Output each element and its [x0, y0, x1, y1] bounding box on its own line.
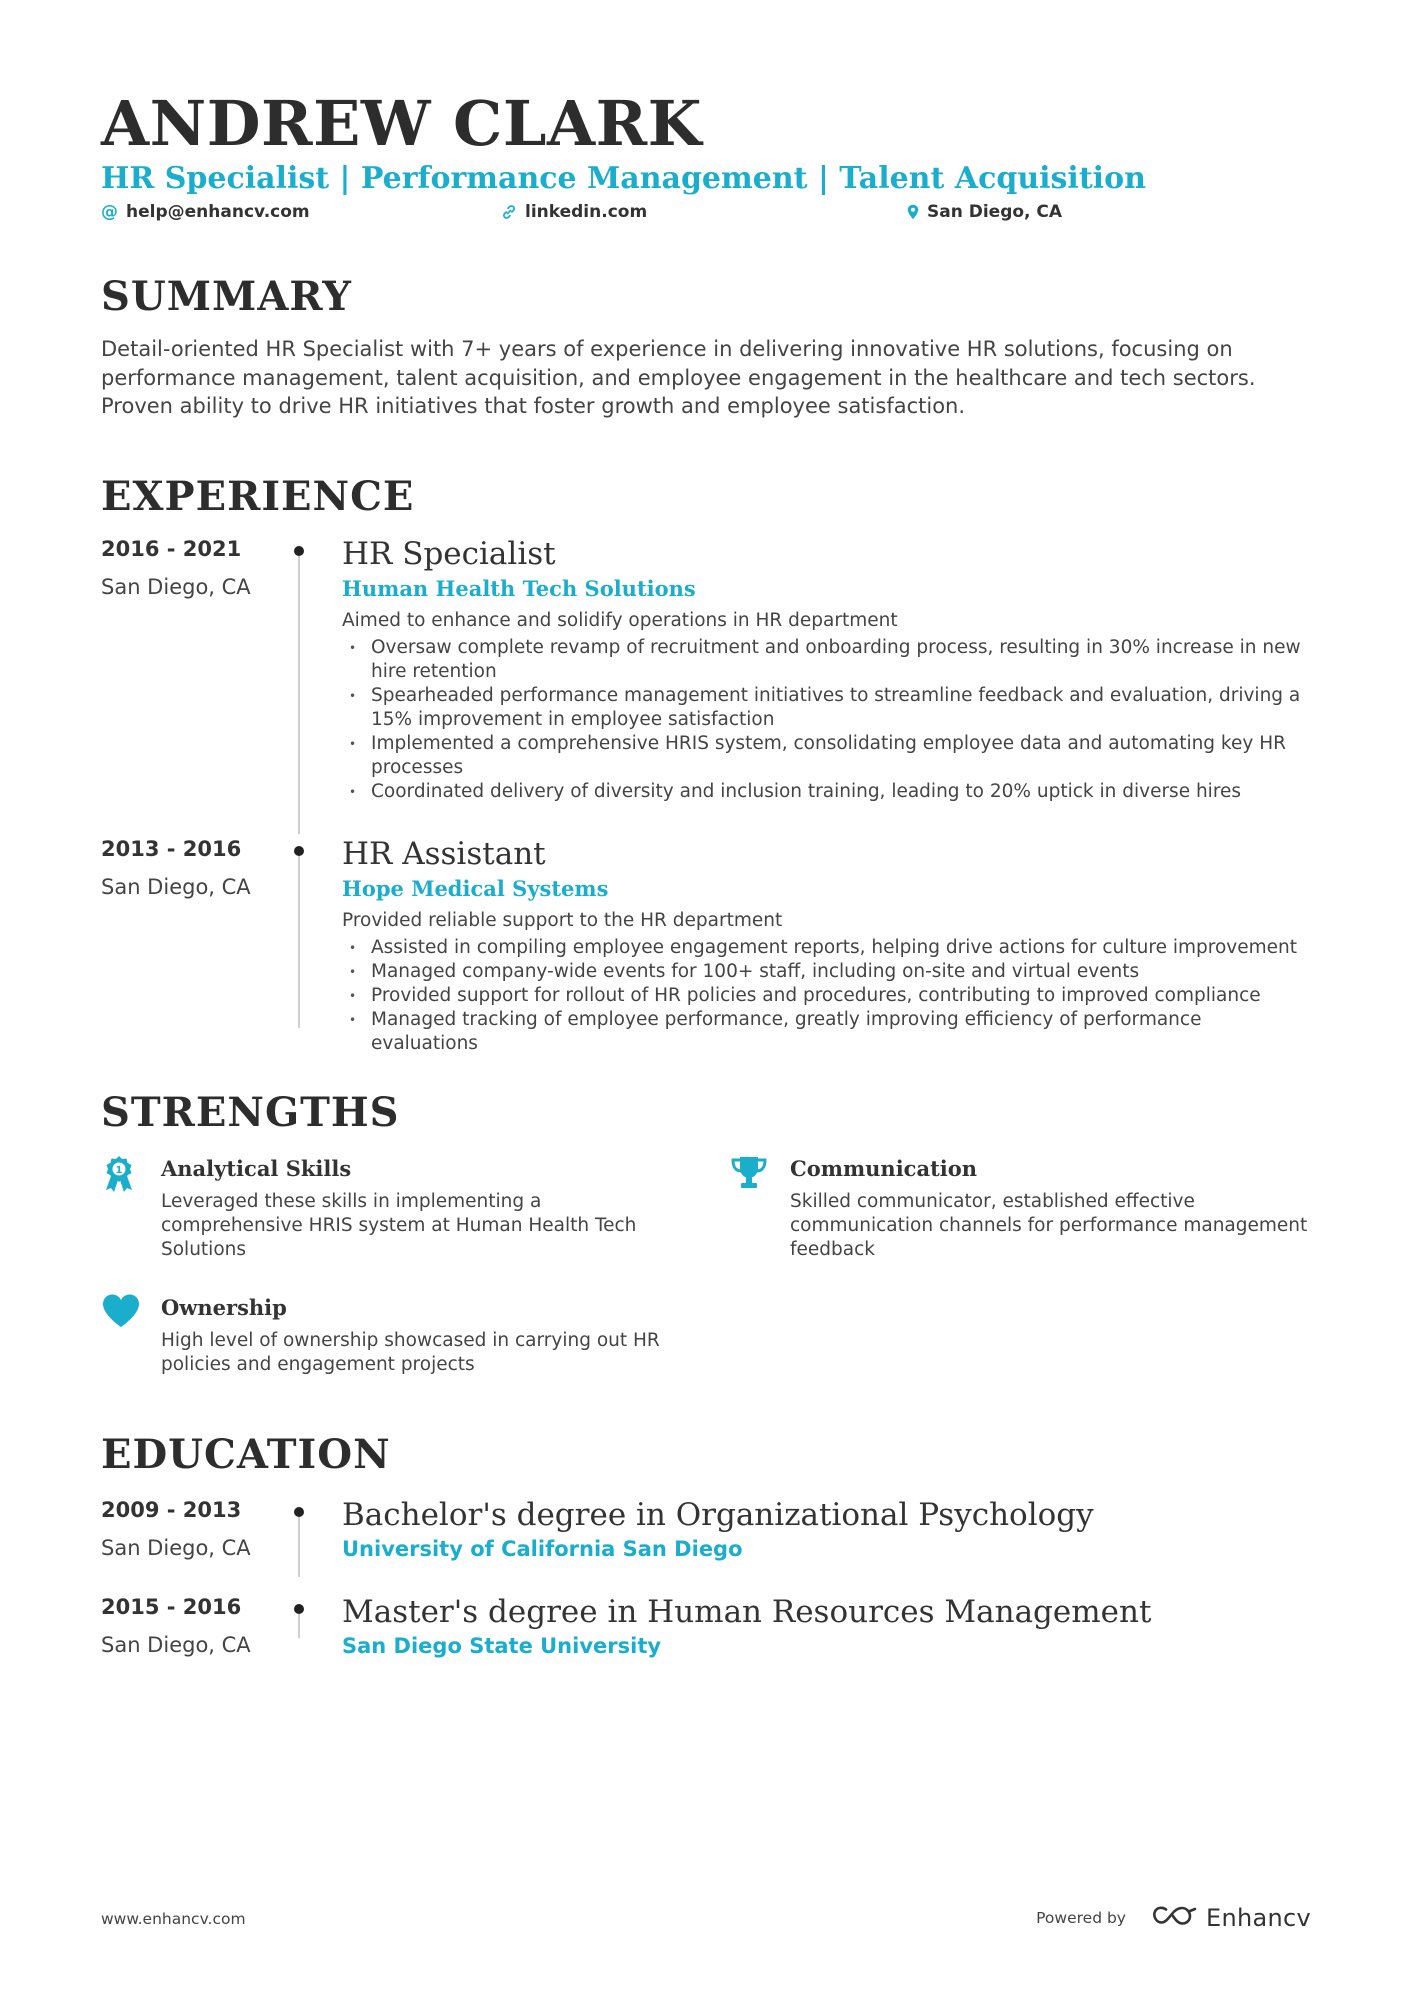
strength-description: High level of ownership showcased in carrying out HR policies and engagement projects: [161, 1330, 660, 1375]
education-heading: EDUCATION: [101, 1431, 391, 1478]
strength-title: Analytical Skills: [161, 1156, 352, 1181]
location-pin-icon: [907, 204, 919, 220]
email-text: help@enhancv.com: [126, 202, 310, 222]
award-ribbon-icon: [101, 1154, 141, 1194]
enhancv-logo-icon: [1152, 1905, 1198, 1931]
job-description: Provided reliable support to the HR department: [342, 910, 783, 931]
footer-website[interactable]: www.enhancv.com: [101, 1910, 246, 1928]
entry-location: San Diego, CA: [101, 1633, 251, 1657]
timeline-dot: [294, 1604, 304, 1614]
job-title: HR Assistant: [342, 836, 546, 872]
entry-location: San Diego, CA: [101, 575, 251, 599]
entry-dates: 2016 - 2021: [101, 537, 242, 561]
achievement-item: • Assisted in compiling employee engagement reports, helping drive actions for culture improvement: [342, 936, 1312, 960]
achievement-list: [342, 636, 1312, 804]
contact-location: [907, 202, 1062, 222]
strength-title: Ownership: [161, 1295, 287, 1320]
entry-content: [342, 1592, 1312, 1660]
job-title: HR Specialist: [342, 536, 556, 572]
brand-name: Enhancv: [1205, 1904, 1311, 1932]
powered-by-label: Powered by: [1036, 1909, 1126, 1927]
achievement-item: • Implemented a comprehensive HRIS system, consolidating employee data and automating key HR processes: [342, 732, 1312, 780]
achievement-item: • Managed tracking of employee performance, greatly improving efficiency of performance evaluations: [342, 1008, 1312, 1056]
achievement-list: [342, 936, 1312, 1056]
degree-title: Master's degree in Human Resources Management: [342, 1594, 1152, 1630]
trophy-icon: [730, 1154, 770, 1194]
school-name: San Diego State University: [342, 1634, 662, 1658]
achievement-item: • Coordinated delivery of diversity and inclusion training, leading to 20% uptick in diverse hires: [342, 780, 1312, 804]
resume-page: [101, 0, 1311, 1995]
entry-dates: 2009 - 2013: [101, 1498, 242, 1522]
experience-heading: EXPERIENCE: [101, 473, 415, 520]
entry-content: [342, 1495, 1312, 1563]
candidate-headline: HR Specialist | Performance Management | Talent Acquisition: [101, 161, 1146, 196]
company-name: Hope Medical Systems: [342, 876, 609, 901]
entry-content: [342, 534, 1312, 804]
summary-text: Detail-oriented HR Specialist with 7+ years of experience in delivering innovative HR solutions, focusing on performance management, talent acquisition, and employee engagement in the healthcare and tech sectors. Proven ability to drive HR initiatives that foster growth and employee satisfaction.: [101, 337, 1256, 418]
entry-location: San Diego, CA: [101, 1536, 251, 1560]
contact-bar: [101, 202, 1311, 226]
candidate-name: ANDREW CLARK: [101, 87, 702, 160]
timeline-dot: [294, 846, 304, 856]
timeline-line: [298, 856, 300, 1028]
heart-icon: [101, 1293, 141, 1333]
achievement-item: • Provided support for rollout of HR policies and procedures, contributing to improved compliance: [342, 984, 1312, 1008]
strength-description: Leveraged these skills in implementing a comprehensive HRIS system at Human Health Tech Solutions: [161, 1191, 637, 1260]
school-name: University of California San Diego: [342, 1537, 743, 1561]
summary-heading: SUMMARY: [101, 273, 352, 320]
entry-location: San Diego, CA: [101, 875, 251, 899]
achievement-item: • Oversaw complete revamp of recruitment and onboarding process, resulting in 30% increase in new hire retention: [342, 636, 1312, 684]
link-icon: [501, 204, 517, 220]
entry-dates: 2013 - 2016: [101, 837, 242, 861]
svg-text:1: 1: [115, 1165, 123, 1176]
linkedin-text: linkedin.com: [525, 202, 648, 222]
timeline-line: [298, 1517, 300, 1577]
timeline-dot: [294, 546, 304, 556]
timeline-line: [298, 556, 300, 834]
footer-branding: [1036, 1898, 1311, 1938]
company-name: Human Health Tech Solutions: [342, 576, 696, 601]
location-text: San Diego, CA: [927, 202, 1063, 222]
strength-title: Communication: [790, 1156, 978, 1181]
at-sign-icon: @: [101, 202, 118, 222]
job-description: Aimed to enhance and solidify operations in HR department: [342, 610, 898, 631]
timeline-dot: [294, 1507, 304, 1517]
achievement-item: • Spearheaded performance management initiatives to streamline feedback and evaluation, driving a 15% improvement in employee satisfaction: [342, 684, 1312, 732]
contact-email[interactable]: [101, 202, 310, 222]
contact-linkedin[interactable]: [501, 202, 647, 222]
entry-content: [342, 834, 1312, 1056]
timeline-line: [298, 1614, 300, 1638]
strengths-heading: STRENGTHS: [101, 1089, 400, 1136]
achievement-item: • Managed company-wide events for 100+ staff, including on-site and virtual events: [342, 960, 1312, 984]
entry-dates: 2015 - 2016: [101, 1595, 242, 1619]
brand-link[interactable]: [1152, 1904, 1311, 1932]
degree-title: Bachelor's degree in Organizational Psychology: [342, 1497, 1094, 1533]
strength-description: Skilled communicator, established effective communication channels for performance management feedback: [790, 1191, 1308, 1260]
